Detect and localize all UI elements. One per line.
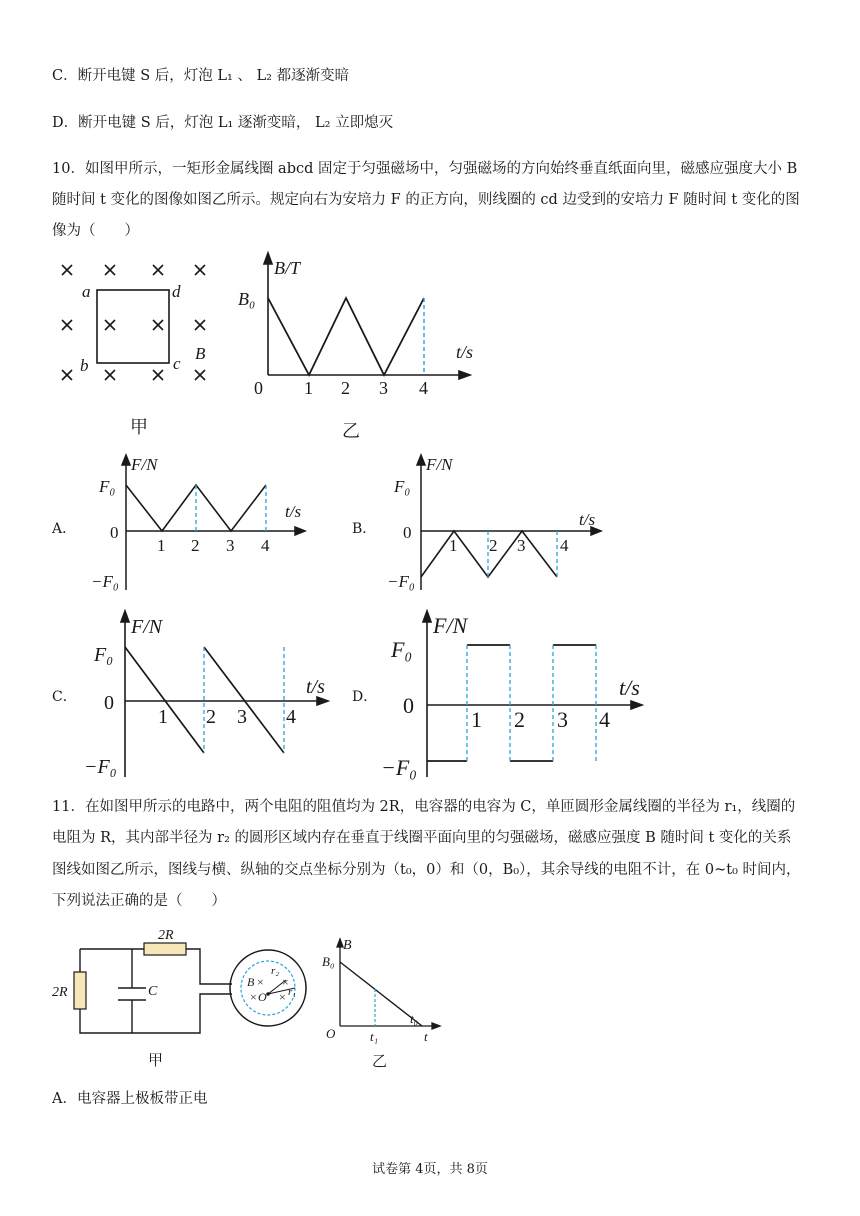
origin-0: 0 [254,378,263,398]
q11-stem-line4: 下列说法正确的是（ ） [52,893,226,909]
axis-label-F: F/N [433,613,468,638]
tick-3: 3 [237,706,247,728]
label-zero: 0 [110,523,119,542]
b-graph-line [268,298,424,375]
svg-text:×: × [282,975,289,989]
tick-2: 2 [191,536,200,555]
tick-1: 1 [471,707,482,732]
svg-text:×: × [279,990,286,1004]
option-a-label[interactable]: A． [52,521,77,537]
tick-1: 1 [449,536,458,555]
axis-label-t: t/s [579,510,596,529]
caption-jia: 甲 [130,417,148,437]
label-neg-F0: −F₀ [387,572,415,591]
label-zero: 0 [104,692,114,714]
axis-label-B: B/T [274,258,301,278]
option-b-graph[interactable] [385,450,615,600]
caption-jia: 甲 [148,1053,164,1069]
tick-1: 1 [157,536,166,555]
tick-4: 4 [560,536,569,555]
label-B0: B₀ [322,954,335,969]
label-B: B [247,975,255,989]
label-2R-left: 2R [52,985,68,1000]
label-O: O [326,1026,336,1041]
axis-label-F: F/N [131,455,158,474]
q10-stem-line1: 10．如图甲所示，一矩形金属线圈 abcd 固定于匀强磁场中，匀强磁场的方向始终垂直纸面向里，磁感应强度大小 B [52,161,798,177]
label-neg-F0: −F₀ [84,756,117,778]
label-t0: t₀ [410,1011,419,1026]
d-graph-line [427,645,596,761]
svg-text:×: × [257,975,264,989]
c-graph-seg2 [204,647,284,753]
label-B0: B₀ [238,289,256,309]
tick-3: 3 [379,378,388,398]
label-zero: 0 [403,693,414,718]
option-d-label[interactable]: D． [352,689,378,705]
q10-stem-line3: 像为（ ） [52,223,139,239]
tick-4: 4 [286,706,296,728]
q10-figure-yi [230,250,480,445]
resistor-left [74,972,86,1009]
tick-4: 4 [599,707,610,732]
label-neg-F0: −F₀ [381,755,417,780]
axis-label-F: F/N [426,455,453,474]
option-c-graph[interactable] [80,605,340,785]
label-F0: F₀ [394,477,411,496]
tick-2: 2 [514,707,525,732]
option-b-label[interactable]: B． [352,521,377,537]
label-B: B [195,344,206,363]
caption-yi: 乙 [372,1054,388,1070]
q11-stem-line1: 11．在如图甲所示的电路中，两个电阻的阻值均为 2R，电容器的电容为 C，单匝圆形金属线圈的半径为 r₁，线圈的 [52,799,796,815]
svg-text:×: × [250,990,257,1004]
label-c: c [173,354,181,373]
label-d: d [172,282,181,301]
q10-stem-line2: 随时间 t 变化的图像如图乙所示。规定向右为安培力 F 的正方向，则线圈的 cd 边受到的安培力 F 随时间 t 变化的图 [52,192,800,208]
option-d-graph[interactable] [375,605,655,785]
label-zero: 0 [403,523,412,542]
label-a: a [82,282,91,301]
axis-label-t: t/s [619,675,640,700]
label-F0: F₀ [391,637,413,662]
page-footer: 试卷第 4页，共 8页 [372,1162,488,1177]
option-c-label[interactable]: C． [52,689,77,705]
q9-option-d: D．断开电键 S 后，灯泡 L₁ 逐渐变暗， L₂ 立即熄灭 [52,115,394,131]
axis-label-F: F/N [131,616,163,638]
q11-stem-line3: 图线如图乙所示，图线与横、纵轴的交点坐标分别为（t₀，0）和（0，B₀），其余导线的电阻不计，在 0~t₀ 时间内， [52,862,801,878]
label-b: b [80,356,89,375]
tick-4: 4 [419,378,428,398]
c-graph-seg1 [125,647,204,753]
tick-2: 2 [206,706,216,728]
label-r2: r₂ [271,965,280,977]
tick-2: 2 [489,536,498,555]
label-t1: t₁ [370,1029,379,1044]
label-F0: F₀ [94,644,114,666]
axis-label-t: t/s [306,676,325,698]
tick-3: 3 [226,536,235,555]
tick-1: 1 [158,706,168,728]
label-O: O [258,990,267,1004]
q11-option-a[interactable]: A．电容器上极板带正电 [52,1091,208,1107]
axis-label-B: B [343,938,352,953]
axis-label-t: t/s [285,502,302,521]
label-neg-F0: −F₀ [91,572,119,591]
q9-option-c: C．断开电键 S 后，灯泡 L₁ 、 L₂ 都逐渐变暗 [52,68,350,84]
label-C: C [148,984,158,999]
resistor-top [144,943,186,955]
tick-4: 4 [261,536,270,555]
tick-1: 1 [304,378,313,398]
q10-figure-jia [50,255,230,445]
option-a-graph[interactable] [85,450,315,600]
label-r1: r₁ [288,986,297,998]
label-t: t [424,1029,428,1044]
tick-3: 3 [517,536,526,555]
tick-2: 2 [341,378,350,398]
d-dashes [467,645,596,761]
q11-stem-line2: 电阻为 R，其内部半径为 r₂ 的圆形区域内存在垂直于线圈平面向里的匀强磁场，磁感应强度 B 随时间 t 变化的关系 [52,830,792,846]
caption-yi: 乙 [342,421,360,441]
q11-figure-yi-graph [318,935,448,1075]
label-2R-top: 2R [158,928,174,943]
label-F0: F₀ [99,477,116,496]
tick-3: 3 [557,707,568,732]
q11-figure-jia-circuit [50,922,320,1077]
axis-label-t: t/s [456,342,474,362]
